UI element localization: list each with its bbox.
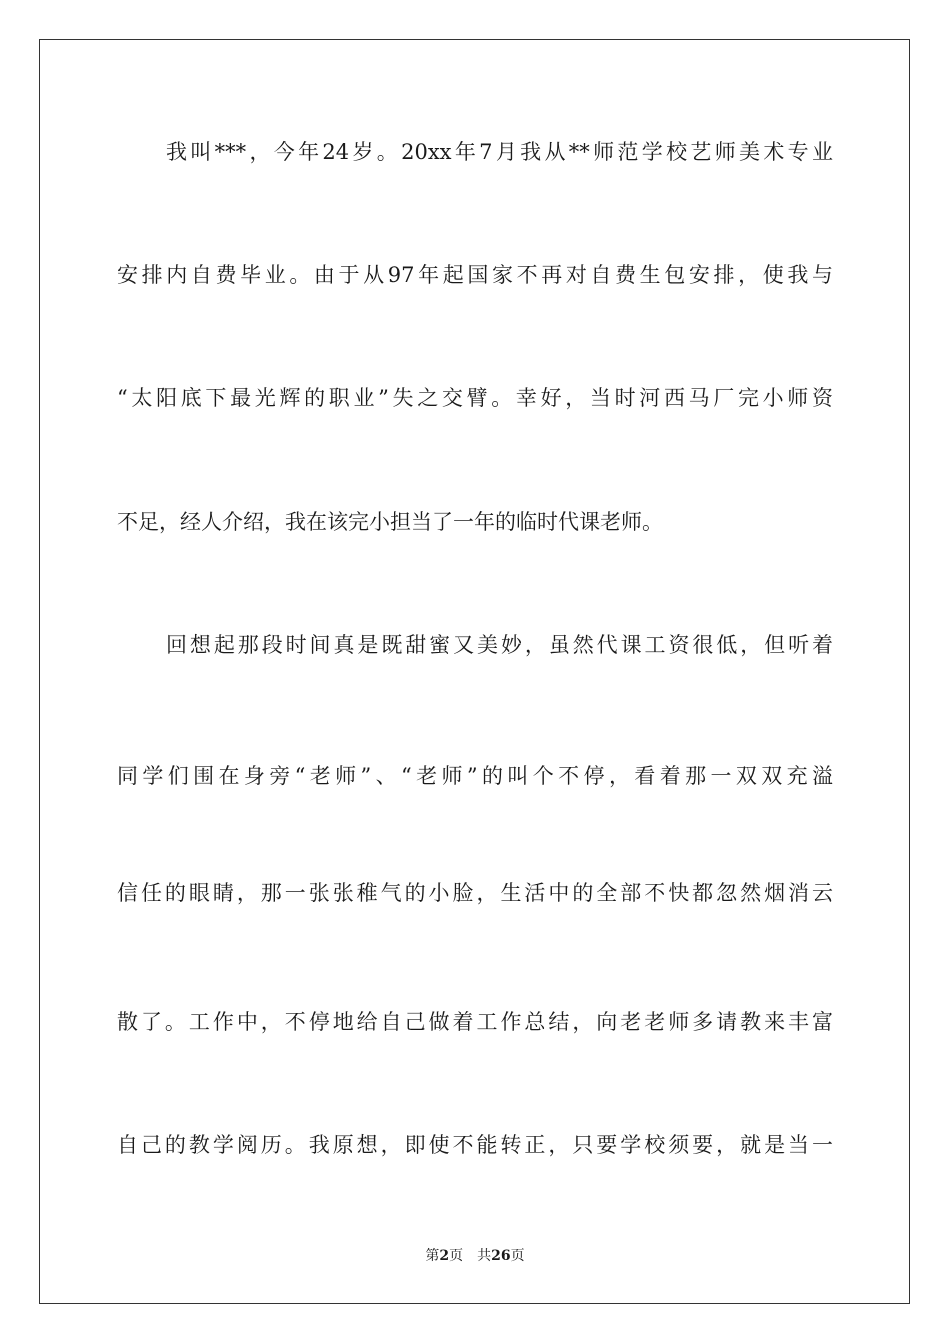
total-prefix: 共 [477,1248,492,1264]
paragraph-1-line-3: “太阳底下最光辉的职业”失之交臂。幸好，当时河西马厂完小师资 [117,386,833,410]
page-suffix: 页 [449,1248,464,1264]
paragraph-2-line-2: 同学们围在身旁“老师”、“老师”的叫个不停，看着那一双双充溢 [117,764,833,788]
total-pages-number: 26 [491,1248,511,1264]
total-suffix: 页 [510,1248,525,1264]
page-footer [0,1246,950,1266]
paragraph-2-line-1: 回想起那段时间真是既甜蜜又美妙，虽然代课工资很低，但听着 [166,633,833,657]
paragraph-1-line-2: 安排内自费毕业。由于从97年起国家不再对自费生包安排，使我与 [117,263,833,287]
paragraph-1-line-4: 不足，经人介绍，我在该完小担当了一年的临时代课老师。 [117,510,663,534]
paragraph-2-line-3: 信任的眼睛，那一张张稚气的小脸，生活中的全部不快都忽然烟消云 [117,881,833,905]
page-border [39,39,910,1304]
paragraph-2-line-4: 散了。工作中，不停地给自己做着工作总结，向老老师多请教来丰富 [117,1010,833,1034]
page-prefix: 第 [425,1248,440,1264]
current-page-number: 2 [439,1248,450,1264]
paragraph-2-line-5: 自己的教学阅历。我原想，即使不能转正，只要学校须要，就是当一 [117,1133,833,1157]
paragraph-1-line-1: 我叫***，今年24岁。20xx年7月我从**师范学校艺师美术专业 [166,140,833,164]
